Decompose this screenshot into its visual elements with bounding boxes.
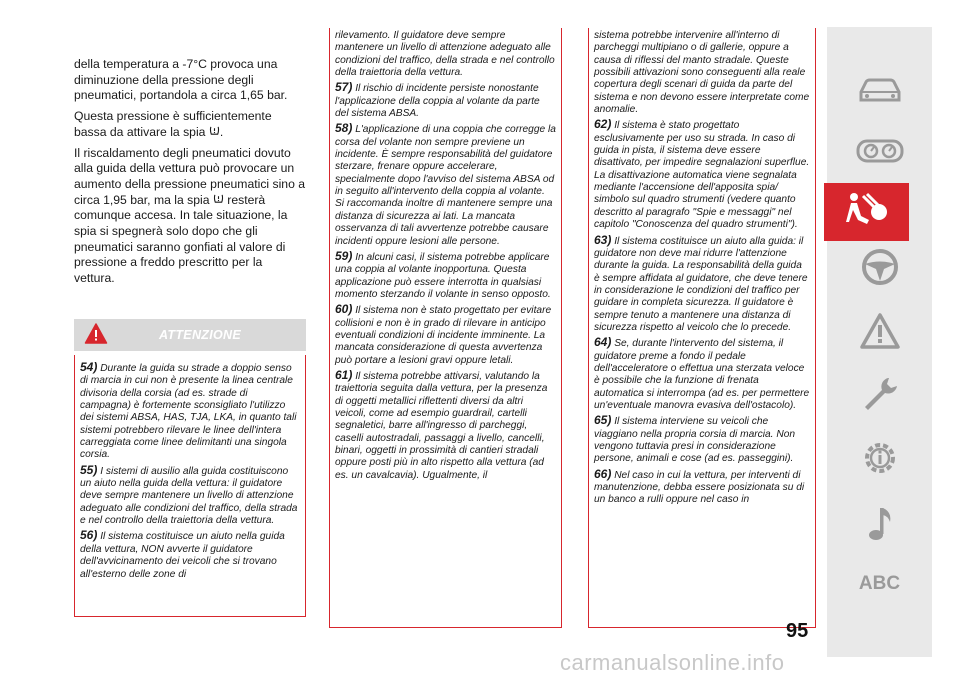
warning-note — [594, 336, 810, 412]
note-text: L'applicazione di una coppia che corregge la corsa del volante non sempre previene un incidente. È sempre responsabilità del guidatore sterzare, frenare oppure accelerare, specialmente dopo l'avviso del sistema ABSA od in seguito all'intervento della coppia al volante. Si raccomanda inoltre di mantenere sempre una distanza di sicurezza ai lati. La mancata osservanza di tali avvertenze potrebbe causare incidenti oppure lesioni alle persone. — [335, 124, 556, 247]
note-text: Se, durante l'intervento del sistema, il guidatore preme a fondo il pedale dell'acceleratore o effettua una sterzata veloce è possibile che la funzione di frenata automatica si interrompa (ad es. per permettere un'eventuale manovra evasiva dell'ostacolo). — [594, 338, 810, 411]
warning-note — [335, 303, 556, 367]
intro-paragraph-1: della temperatura a -7°C provoca una diminuzione della pressione degli pneumatici, portandola a circa 1,65 bar. — [74, 57, 288, 103]
sidebar-item-index[interactable] — [827, 555, 932, 613]
warning-notes-column-1 — [74, 355, 306, 617]
sidebar-item-safety[interactable] — [824, 183, 909, 241]
note-number: 66) — [594, 466, 612, 481]
note-text: Durante la guida su strade a doppio senso di marcia in cui non è presente la linea centrale divisoria della corsia (ad es. strade di campagna) è fortemente sconsigliato l'utilizzo dei sistemi ABSA, HAS, TJA, LKA, in quanto tali sistemi potrebbero rilevare le linee dell'intera carreggiata come linee delimitanti una singola corsia. — [80, 363, 297, 461]
tire-pressure-warning-icon — [209, 125, 220, 141]
warning-note — [335, 369, 556, 482]
music-note-icon — [864, 504, 896, 549]
warning-header — [74, 319, 306, 351]
tire-pressure-warning-icon — [213, 193, 224, 209]
dashboard-gauges-icon — [856, 137, 904, 170]
page-number: 95 — [786, 620, 809, 642]
note-number: 65) — [594, 413, 612, 428]
warning-note — [335, 122, 556, 247]
intro-text — [74, 57, 306, 292]
warning-notes-column-2 — [329, 28, 562, 628]
note-number: 62) — [594, 117, 612, 132]
note-number: 63) — [594, 232, 612, 247]
note-number: 59) — [335, 248, 353, 263]
note-text: Nel caso in cui la vettura, per interventi di manutenzione, debba essere posizionata su di un banco a rulli oppure nel caso in — [594, 469, 805, 506]
note-text: In alcuni casi, il sistema potrebbe applicare una coppia al volante inopportuna. Questa applicazione può essere interrotta in qualsiasi momento sterzando il volante in senso opposto. — [335, 251, 551, 300]
watermark: carmanualsonline.info — [560, 650, 785, 675]
sidebar-item-starting-driving[interactable] — [827, 240, 932, 298]
note-number: 57) — [335, 80, 353, 95]
intro-paragraph-2: Questa pressione è sufficientemente bassa da attivare la spia . — [74, 109, 272, 139]
warning-note — [594, 414, 810, 465]
note-text: Il sistema interviene su veicoli che viaggiano nella propria corsia di marcia. Non vengono tuttavia presi in considerazione persone, animali e cose (ad es. passeggini). — [594, 416, 796, 465]
warning-triangle-icon — [859, 312, 901, 355]
note-number: 64) — [594, 335, 612, 350]
sidebar-item-dashboard[interactable] — [827, 124, 932, 182]
chapter-sidebar — [827, 27, 932, 657]
wrench-icon — [860, 374, 900, 419]
continued-text: rilevamento. Il guidatore deve sempre mantenere un livello di attenzione adeguato alle condizioni del traffico, della strada e nel controllo della traiettoria della vettura. — [335, 30, 555, 79]
sidebar-item-technical-data[interactable] — [827, 431, 932, 489]
sidebar-item-maintenance[interactable] — [827, 367, 932, 425]
warning-notes-column-3 — [588, 28, 816, 628]
warning-note — [335, 250, 556, 301]
continued-text: sistema potrebbe intervenire all'interno di parcheggi multipiano o di gallerie, oppure a causa di riflessi del manto stradale. Queste possibili attivazioni sono conseguenti alla reale copertura degli scenari di guida da parte del sistema e non devono essere interpretate come anomalie. — [594, 30, 810, 116]
note-number: 58) — [335, 121, 353, 136]
warning-note — [80, 529, 300, 580]
warning-title: ATTENZIONE — [159, 328, 241, 342]
steering-wheel-icon — [860, 247, 900, 292]
note-number: 55) — [80, 462, 98, 477]
note-text: Il sistema non è stato progettato per evitare collisioni e non è in grado di rilevare in anticipo eventuali condizioni di incidente imminente. La mancata considerazione di questa avvertenza può portare a lesioni gravi oppure letali. — [335, 305, 552, 366]
warning-note — [594, 234, 810, 335]
note-text: I sistemi di ausilio alla guida costituiscono un aiuto nella guida della vettura: il guidatore deve sempre mantenere un livello di attenzione adeguato alle condizioni del traffico, della strada e nel controllo della traiettoria della vettura. — [80, 465, 298, 527]
warning-note — [594, 468, 810, 507]
warning-note — [335, 81, 556, 120]
warning-note — [80, 464, 300, 528]
warning-note — [80, 361, 300, 462]
note-text: Il sistema potrebbe attivarsi, valutando la traiettoria seguita dalla vettura, per la presenza di oggetti metallici riflettenti diversi da altri veicoli, come ad esempio guardrail, cartelli segnaletici, barre all'ingresso di parcheggi, caselli autostradali, passaggi a livello, cancelli, binari, oggetti in prossimità di cantieri stradali oppure posti più in alto rispetto alla vettura (ad es. un cavalcavia). Ugualmente, il — [335, 370, 548, 481]
technical-data-gear-icon — [859, 437, 901, 484]
note-text: Il rischio di incidente persiste nonostante l'applicazione della coppia al volante da parte del sistema ABSA. — [335, 83, 540, 120]
car-icon — [857, 76, 903, 109]
sidebar-item-emergency[interactable] — [827, 304, 932, 362]
note-number: 60) — [335, 302, 353, 317]
note-number: 54) — [80, 360, 98, 374]
intro-paragraph-3: Il riscaldamento degli pneumatici dovuto alla guida della vettura può provocare un aumento della pressione pneumatici sino a circa 1,95 bar, ma la spia resterà comunque accesa. In tale situazione, la spia si spegnerà solo dopo che gli pneumatici saranno gonfiati al valore di pressione a freddo prescritto per la vettura. — [74, 145, 306, 286]
note-number: 61) — [335, 367, 353, 382]
warning-note — [594, 118, 810, 231]
note-number: 56) — [80, 528, 98, 543]
note-text: Il sistema costituisce un aiuto nella guida della vettura, NON avverte il guidatore dell'avvicinamento dei veicoli che si trovano all'esterno delle zone di — [80, 531, 285, 580]
airbag-safety-icon — [845, 190, 889, 235]
sidebar-item-car[interactable] — [827, 63, 932, 121]
abc-index-icon: ABC — [858, 573, 901, 594]
note-text: Il sistema costituisce un aiuto alla guida: il guidatore non deve mai ridurre l'attenzione durante la guida. La responsabilità della guida è sempre affidata al guidatore, che deve tenere in considerazione le condizioni del traffico per guidare in completa sicurezza. Il guidatore è sempre tenuto a mantenere una distanza di sicurezza rispetto al veicolo che lo precede. — [594, 235, 808, 333]
note-text: Il sistema è stato progettato esclusivamente per uso su strada. In caso di guida in pista, il sistema deve essere disattivato, per impedire segnalazioni superflue. La disattivazione automatica viene segnalata mediante l'accensione dell'apposita spia/ simbolo sul quadro strumenti (vedere quanto descritto al paragrafo "Spie e messaggi" nel capitolo "Conoscenza del quadro strumenti"). — [594, 120, 810, 231]
sidebar-item-multimedia[interactable] — [827, 497, 932, 555]
